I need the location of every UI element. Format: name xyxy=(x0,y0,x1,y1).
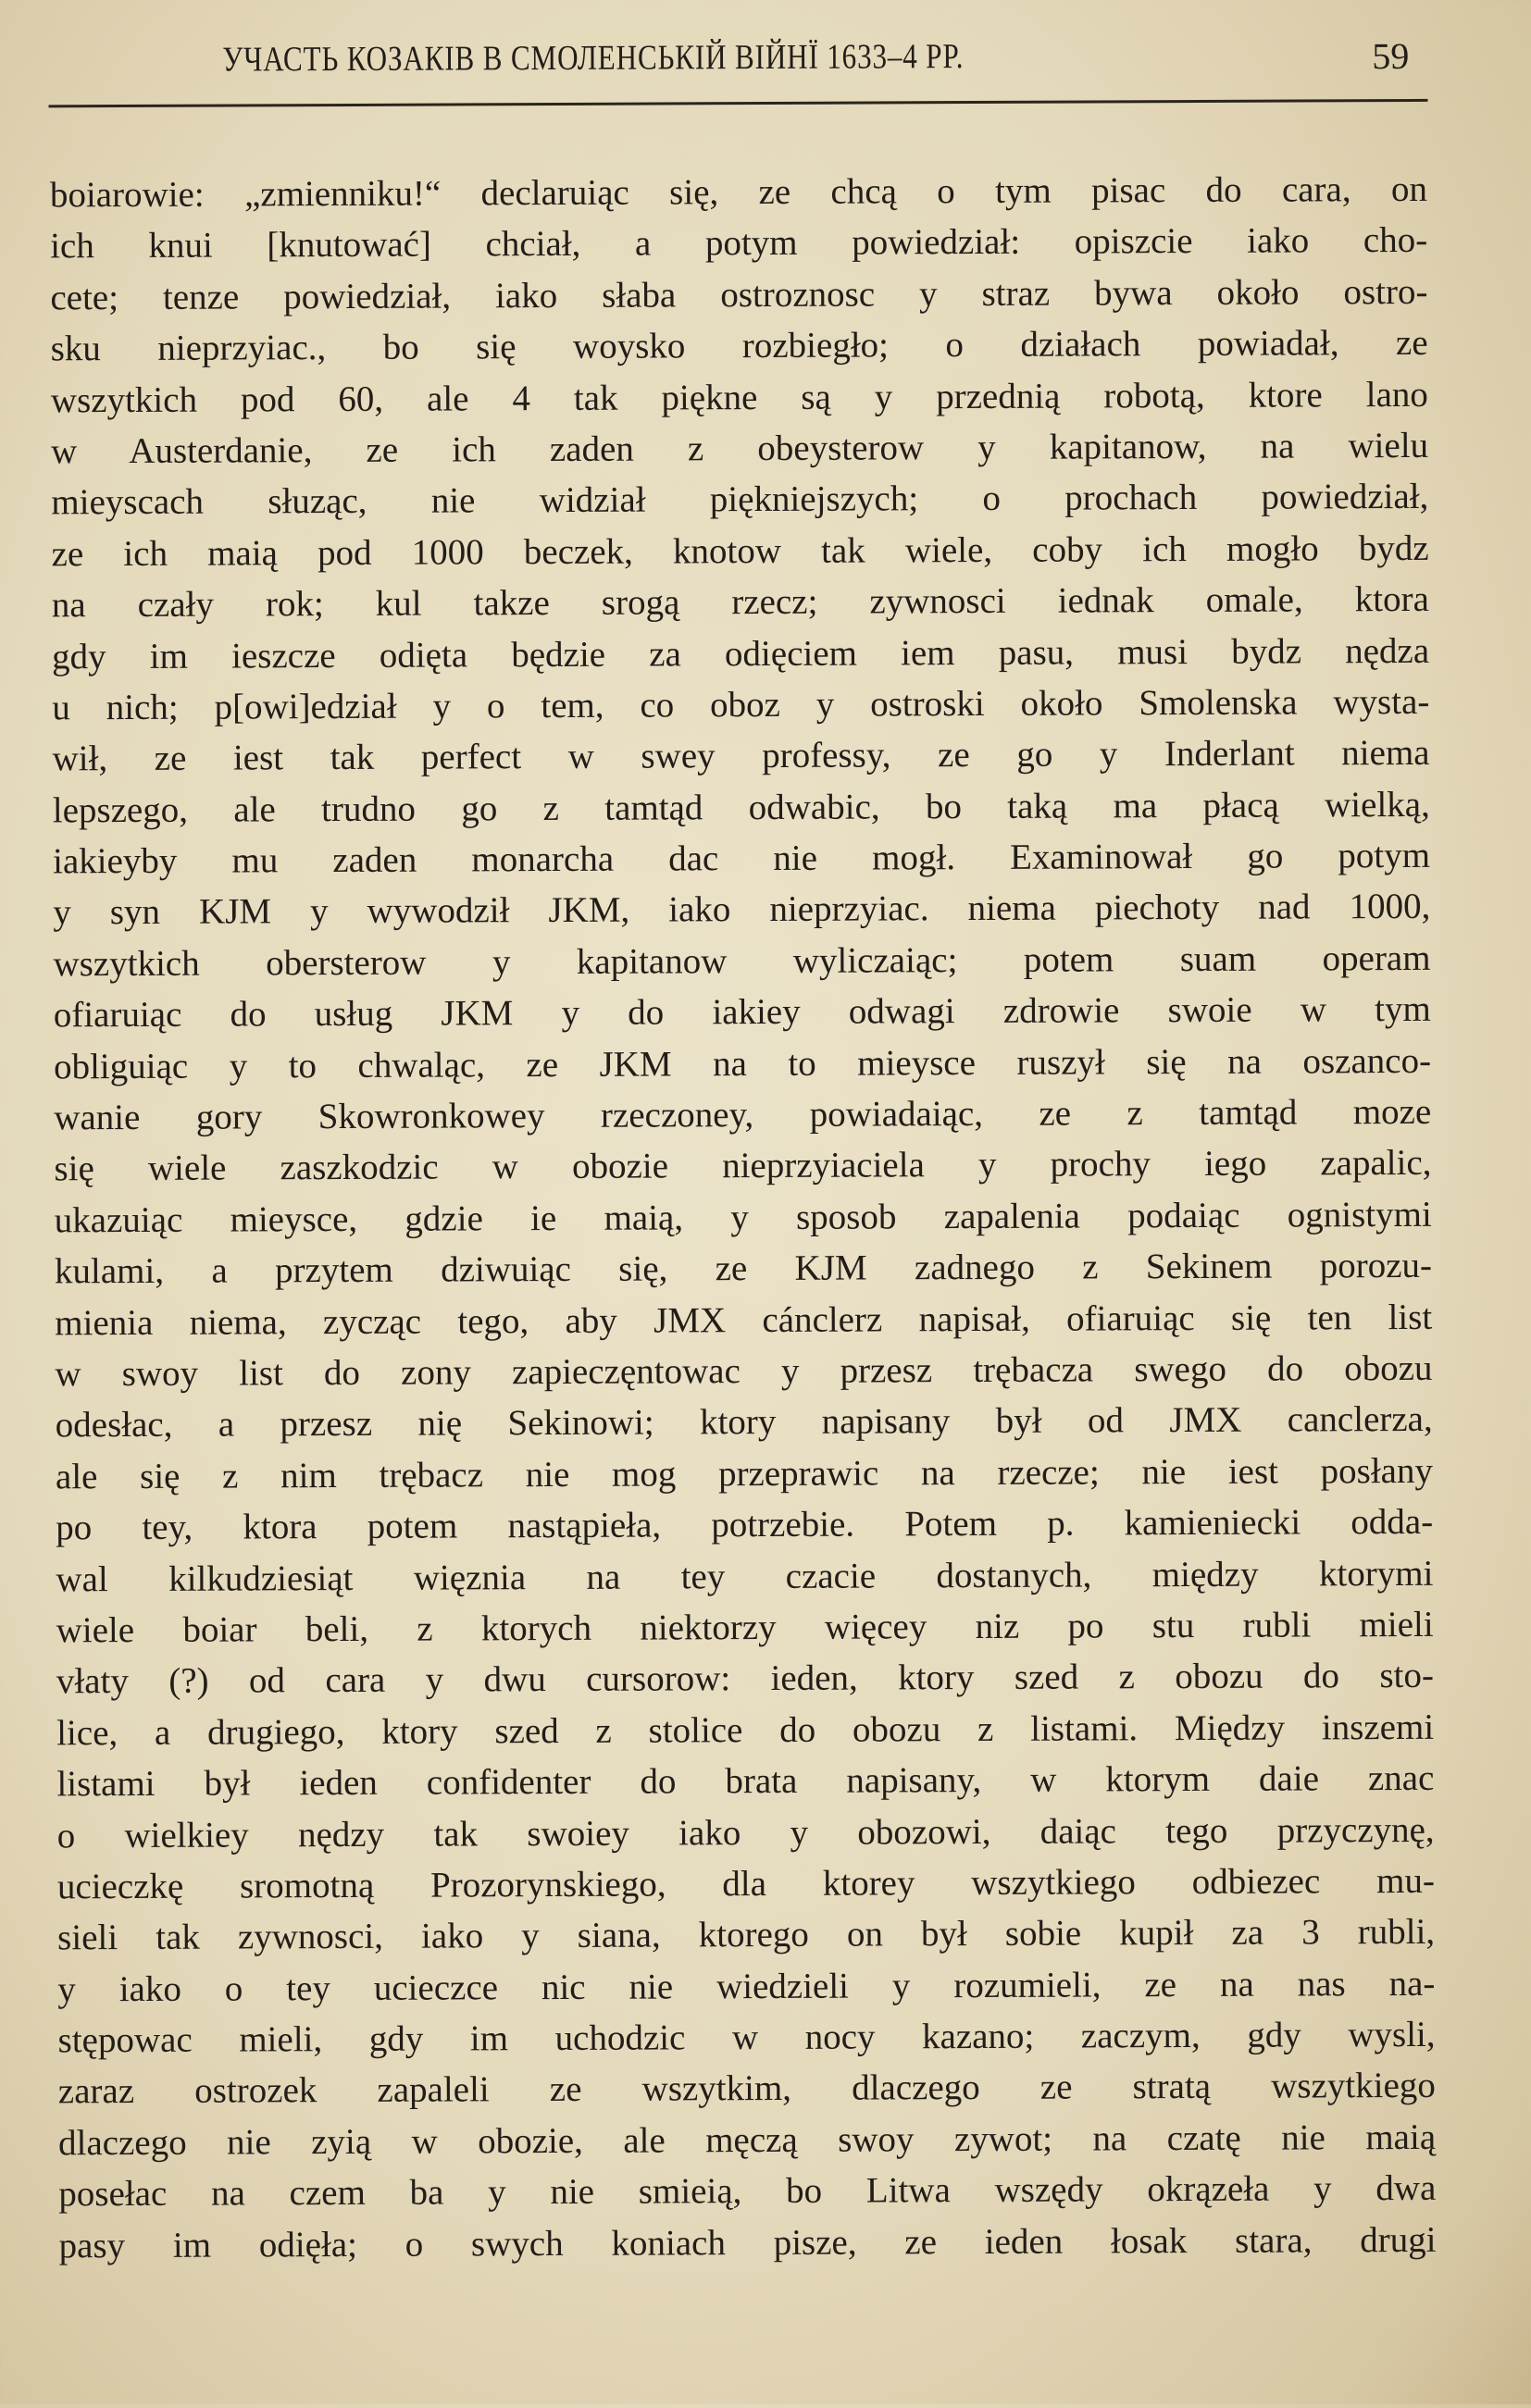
text-line-content: na czały rok; kul takze srogą rzecz; zywnosci iednak omale, ktora xyxy=(51,579,1429,626)
text-line-content: zaraz ostrozek zapaleli ze wszytkim, dlaczego ze stratą wszytkiego xyxy=(57,2066,1436,2112)
text-line-content: vłaty (?) od cara y dwu cursorow: ieden, ktory szed z obozu do sto- xyxy=(56,1656,1435,1702)
text-line xyxy=(52,625,1429,682)
text-line-content: o wielkiey nędzy tak swoiey iako y obozowi, daiąc tego przyczynę, xyxy=(56,1809,1435,1856)
text-line xyxy=(56,1394,1433,1451)
text-line xyxy=(54,984,1431,1041)
body-text xyxy=(50,164,1437,2271)
text-line-content: dlaczego nie zyią w obozie, ale męczą swoy zywot; na czatę nie maią xyxy=(58,2116,1437,2164)
text-line xyxy=(52,727,1429,785)
text-line-content: posełac na czem ba y nie smieią, bo Litwa wszędy okrązeła y dwa xyxy=(58,2168,1437,2215)
text-line xyxy=(57,1958,1435,2016)
text-line xyxy=(53,881,1430,938)
text-line-content: odesłac, a przesz nię Sekinowi; ktory napisany był od JMX canclerza, xyxy=(55,1399,1433,1446)
text-line xyxy=(55,1291,1432,1348)
text-line-content: obliguiąc y to chwaląc, ze JKM na to mieysce ruszył się na oszanco- xyxy=(53,1040,1432,1087)
text-line-content: stępowac mieli, gdy im uchodzic w nocy kazano; zaczym, gdy wysli, xyxy=(57,2014,1436,2061)
text-line-content: po tey, ktora potem nastąpieła, potrzebie. Potem p. kamieniecki odda- xyxy=(56,1502,1434,1548)
text-line xyxy=(58,2163,1436,2220)
text-line xyxy=(50,215,1427,272)
text-line xyxy=(56,1702,1434,1759)
text-line xyxy=(51,420,1428,478)
text-line-content: cete; tenze powiedział, iako słaba ostroznosc y straz bywa około ostro- xyxy=(50,271,1428,318)
text-line xyxy=(54,1137,1431,1195)
text-line-content: ofiaruiąc do usług JKM y do iakiey odwagi zdrowie swoie w tym xyxy=(53,989,1431,1036)
text-line xyxy=(57,1856,1435,1913)
text-line xyxy=(53,830,1430,887)
text-line-content: y syn KJM y wywodził JKM, iako nieprzyiac. niema piechoty nad 1000, xyxy=(53,887,1431,933)
text-line xyxy=(51,471,1428,528)
text-line xyxy=(51,317,1428,375)
text-line xyxy=(56,1650,1434,1707)
text-line xyxy=(53,779,1430,837)
text-line xyxy=(55,1189,1432,1247)
text-line xyxy=(58,2214,1436,2271)
text-line xyxy=(50,164,1427,221)
text-line xyxy=(56,1599,1434,1657)
text-line xyxy=(56,1547,1433,1605)
text-line-content: wił, ze iest tak perfect w swey professy, ze go y Inderlant niema xyxy=(52,733,1430,779)
header-rule xyxy=(48,99,1427,108)
text-line-content: wiele boiar beli, z ktorych niektorzy więcey niz po stu rubli mieli xyxy=(56,1604,1434,1651)
text-line xyxy=(53,933,1430,990)
text-line-content: ukazuiąc mieysce, gdzie ie maią, y sposob zapalenia podaiąc ognistymi xyxy=(54,1194,1432,1241)
text-line-content: wszytkich obersterow y kapitanow wyliczaiąc; potem suam operam xyxy=(53,937,1431,985)
text-line-content: w Austerdanie, ze ich zaden z obeysterow y kapitanow, na wielu xyxy=(51,425,1429,472)
text-line xyxy=(51,523,1428,580)
text-line-content: iakieyby mu zaden monarcha dac nie mogł. Examinował go potym xyxy=(52,835,1431,882)
text-line-content: u nich; p[owi]edział y o tem, co oboz y ostroski około Smolenska wysta- xyxy=(52,681,1430,728)
text-line-content: ze ich maią pod 1000 beczek, knotow tak wiele, coby ich mogło bydz xyxy=(51,528,1429,575)
text-line xyxy=(57,1906,1435,1964)
text-line-content: mieyscach słuząc, nie widział piękniejszych; o prochach powiedział, xyxy=(51,477,1429,523)
text-line xyxy=(55,1343,1432,1400)
text-line xyxy=(52,574,1429,631)
text-line-content: ich knui [knutować] chciał, a potym powiedział: opiszcie iako cho- xyxy=(50,220,1428,267)
text-line-content: lice, a drugiego, ktory szed z stolice do obozu z listami. Między inszemi xyxy=(56,1707,1435,1754)
text-line-content: sku nieprzyiac., bo się woysko rozbiegło; o działach powiadał, ze xyxy=(50,323,1428,369)
text-line-content: pasy im odięła; o swych koniach pisze, ze ieden łosak stara, drugi xyxy=(58,2219,1437,2265)
text-line-content: boiarowie: „zmienniku!“ declaruiąc się, ze chcą o tym pisac do cara, on xyxy=(49,168,1427,216)
text-line-content: sieli tak zywnosci, iako y siana, ktorego on był sobie kupił za 3 rubli, xyxy=(57,1912,1436,1958)
text-line-content: y iako o tey ucieczce nic nie wiedzieli y rozumieli, ze na nas na- xyxy=(57,1963,1436,2010)
text-line xyxy=(55,1240,1432,1297)
text-line-content: ucieczkę sromotną Prozorynskiego, dla ktorey wszytkiego odbiezec mu- xyxy=(56,1860,1435,1907)
text-line-content: listami był ieden confidenter do brata napisany, w ktorym daie znac xyxy=(56,1757,1435,1805)
text-line-content: wal kilkudziesiąt więznia na tey czacie dostanych, między ktorymi xyxy=(56,1553,1434,1599)
text-line-content: kulami, a przytem dziwuiąc się, ze KJM zadnego z Sekinem porozu- xyxy=(54,1246,1433,1292)
page-number: 59 xyxy=(1372,34,1410,78)
running-title: УЧАСТЬ КОЗАКІВ В СМОЛЕНСЬКІЙ ВІЙНЇ 1633–4 РР. xyxy=(222,37,965,80)
text-line xyxy=(58,2112,1436,2169)
text-line xyxy=(56,1753,1434,1810)
text-line-content: się wiele zaszkodzic w obozie nieprzyiaciela y prochy iego zapalic, xyxy=(54,1143,1432,1189)
text-line-content: ale się z nim trębacz nie mog przeprawic na rzecze; nie iest posłany xyxy=(55,1450,1434,1497)
text-line xyxy=(52,676,1429,734)
text-line-content: gdy im ieszcze odięta będzie za odięciem iem pasu, musi bydz nędza xyxy=(51,630,1430,676)
text-line-content: wszytkich pod 60, ale 4 tak piękne są y przednią robotą, ktore lano xyxy=(50,374,1428,420)
text-line xyxy=(51,368,1428,426)
text-line xyxy=(56,1446,1433,1503)
text-line xyxy=(50,267,1427,324)
text-line xyxy=(56,1496,1433,1554)
text-line xyxy=(57,1804,1435,1861)
text-line-content: lepszego, ale trudno go z tamtąd odwabic, bo taką ma płacą wielką, xyxy=(52,784,1430,831)
text-line-content: w swoy list do zony zapieczęntowac y przesz trębacza swego do obozu xyxy=(55,1347,1433,1395)
text-line-content: mienia niema, zycząc tego, aby JMX cánclerz napisał, ofiaruiąc się ten list xyxy=(55,1297,1433,1343)
text-line xyxy=(57,2009,1435,2067)
text-line xyxy=(54,1086,1431,1144)
text-line xyxy=(58,2060,1436,2117)
text-line xyxy=(54,1036,1431,1093)
text-line-content: wanie gory Skowronkowey rzeczoney, powiadaiąc, ze z tamtąd moze xyxy=(54,1091,1432,1138)
